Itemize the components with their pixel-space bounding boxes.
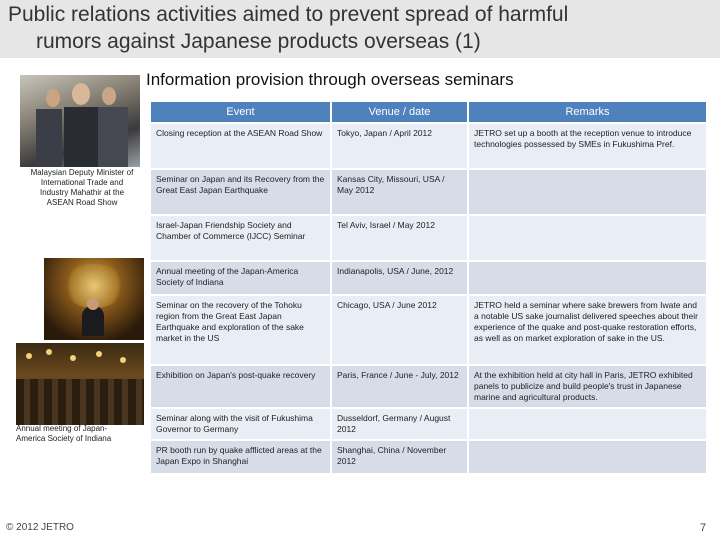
header-event: Event	[151, 102, 330, 122]
cell-remarks: JETRO held a seminar where sake brewers from Iwate and a notable US sake journalist delivered speeches about their experience of the quake and post-quake restoration efforts, as well as on market exploration of sake in the US.	[469, 296, 706, 364]
photo-sake-seminar	[44, 258, 144, 340]
title-line-2: rumors against Japanese products overseas (1)	[36, 30, 481, 53]
cell-event: Exhibition on Japan's post-quake recovery	[151, 366, 330, 407]
cell-remarks	[469, 262, 706, 294]
cell-venue: Kansas City, Missouri, USA / May 2012	[332, 170, 467, 214]
table-row	[151, 409, 706, 439]
cell-event: Annual meeting of the Japan-America Society of Indiana	[151, 262, 330, 294]
photo-caption-asean: Malaysian Deputy Minister of International Trade and Industry Mahathir at the ASEAN Road Show	[30, 168, 134, 207]
photo-indiana-meeting	[16, 343, 144, 425]
cell-event: Seminar along with the visit of Fukushima Governor to Germany	[151, 409, 330, 439]
header-venue-date: Venue / date	[332, 102, 467, 122]
table-row	[151, 262, 706, 294]
photo-asean-road-show	[20, 75, 140, 167]
table-row	[151, 296, 706, 364]
page-number: 7	[700, 522, 707, 534]
cell-event: Closing reception at the ASEAN Road Show	[151, 124, 330, 168]
cell-event: Seminar on Japan and its Recovery from the Great East Japan Earthquake	[151, 170, 330, 214]
table-row	[151, 124, 706, 168]
cell-venue: Chicago, USA / June 2012	[332, 296, 467, 364]
cell-venue: Paris, France / June - July, 2012	[332, 366, 467, 407]
cell-remarks	[469, 441, 706, 473]
cell-remarks: JETRO set up a booth at the reception venue to introduce technologies possessed by SMEs in Fukushima Pref.	[469, 124, 706, 168]
cell-remarks	[469, 216, 706, 260]
header-remarks: Remarks	[469, 102, 706, 122]
cell-event: Israel-Japan Friendship Society and Chamber of Commerce (IJCC) Seminar	[151, 216, 330, 260]
cell-event: Seminar on the recovery of the Tohoku region from the Great East Japan Earthquake and exploration of the sake market in the US	[151, 296, 330, 364]
table-row	[151, 441, 706, 473]
page-title	[8, 1, 708, 55]
cell-venue: Indianapolis, USA / June, 2012	[332, 262, 467, 294]
title-line-1: Public relations activities aimed to prevent spread of harmful	[8, 3, 569, 26]
cell-remarks	[469, 170, 706, 214]
cell-remarks: At the exhibition held at city hall in Paris, JETRO exhibited panels to publicize and build people's trust in Japanese marine and agricultural products.	[469, 366, 706, 407]
cell-venue: Dusseldorf, Germany / August 2012	[332, 409, 467, 439]
photo-caption-indiana: Annual meeting of Japan-America Society of Indiana	[16, 424, 112, 443]
table-row	[151, 366, 706, 407]
cell-event: PR booth run by quake afflicted areas at the Japan Expo in Shanghai	[151, 441, 330, 473]
section-subtitle: Information provision through overseas seminars	[146, 70, 514, 89]
table-row	[151, 216, 706, 260]
table-header-row	[151, 102, 706, 122]
seminar-table	[149, 100, 708, 475]
cell-remarks	[469, 409, 706, 439]
table-row	[151, 170, 706, 214]
cell-venue: Tel Aviv, Israel / May 2012	[332, 216, 467, 260]
copyright: © 2012 JETRO	[6, 522, 74, 533]
cell-venue: Tokyo, Japan / April 2012	[332, 124, 467, 168]
cell-venue: Shanghai, China / November 2012	[332, 441, 467, 473]
